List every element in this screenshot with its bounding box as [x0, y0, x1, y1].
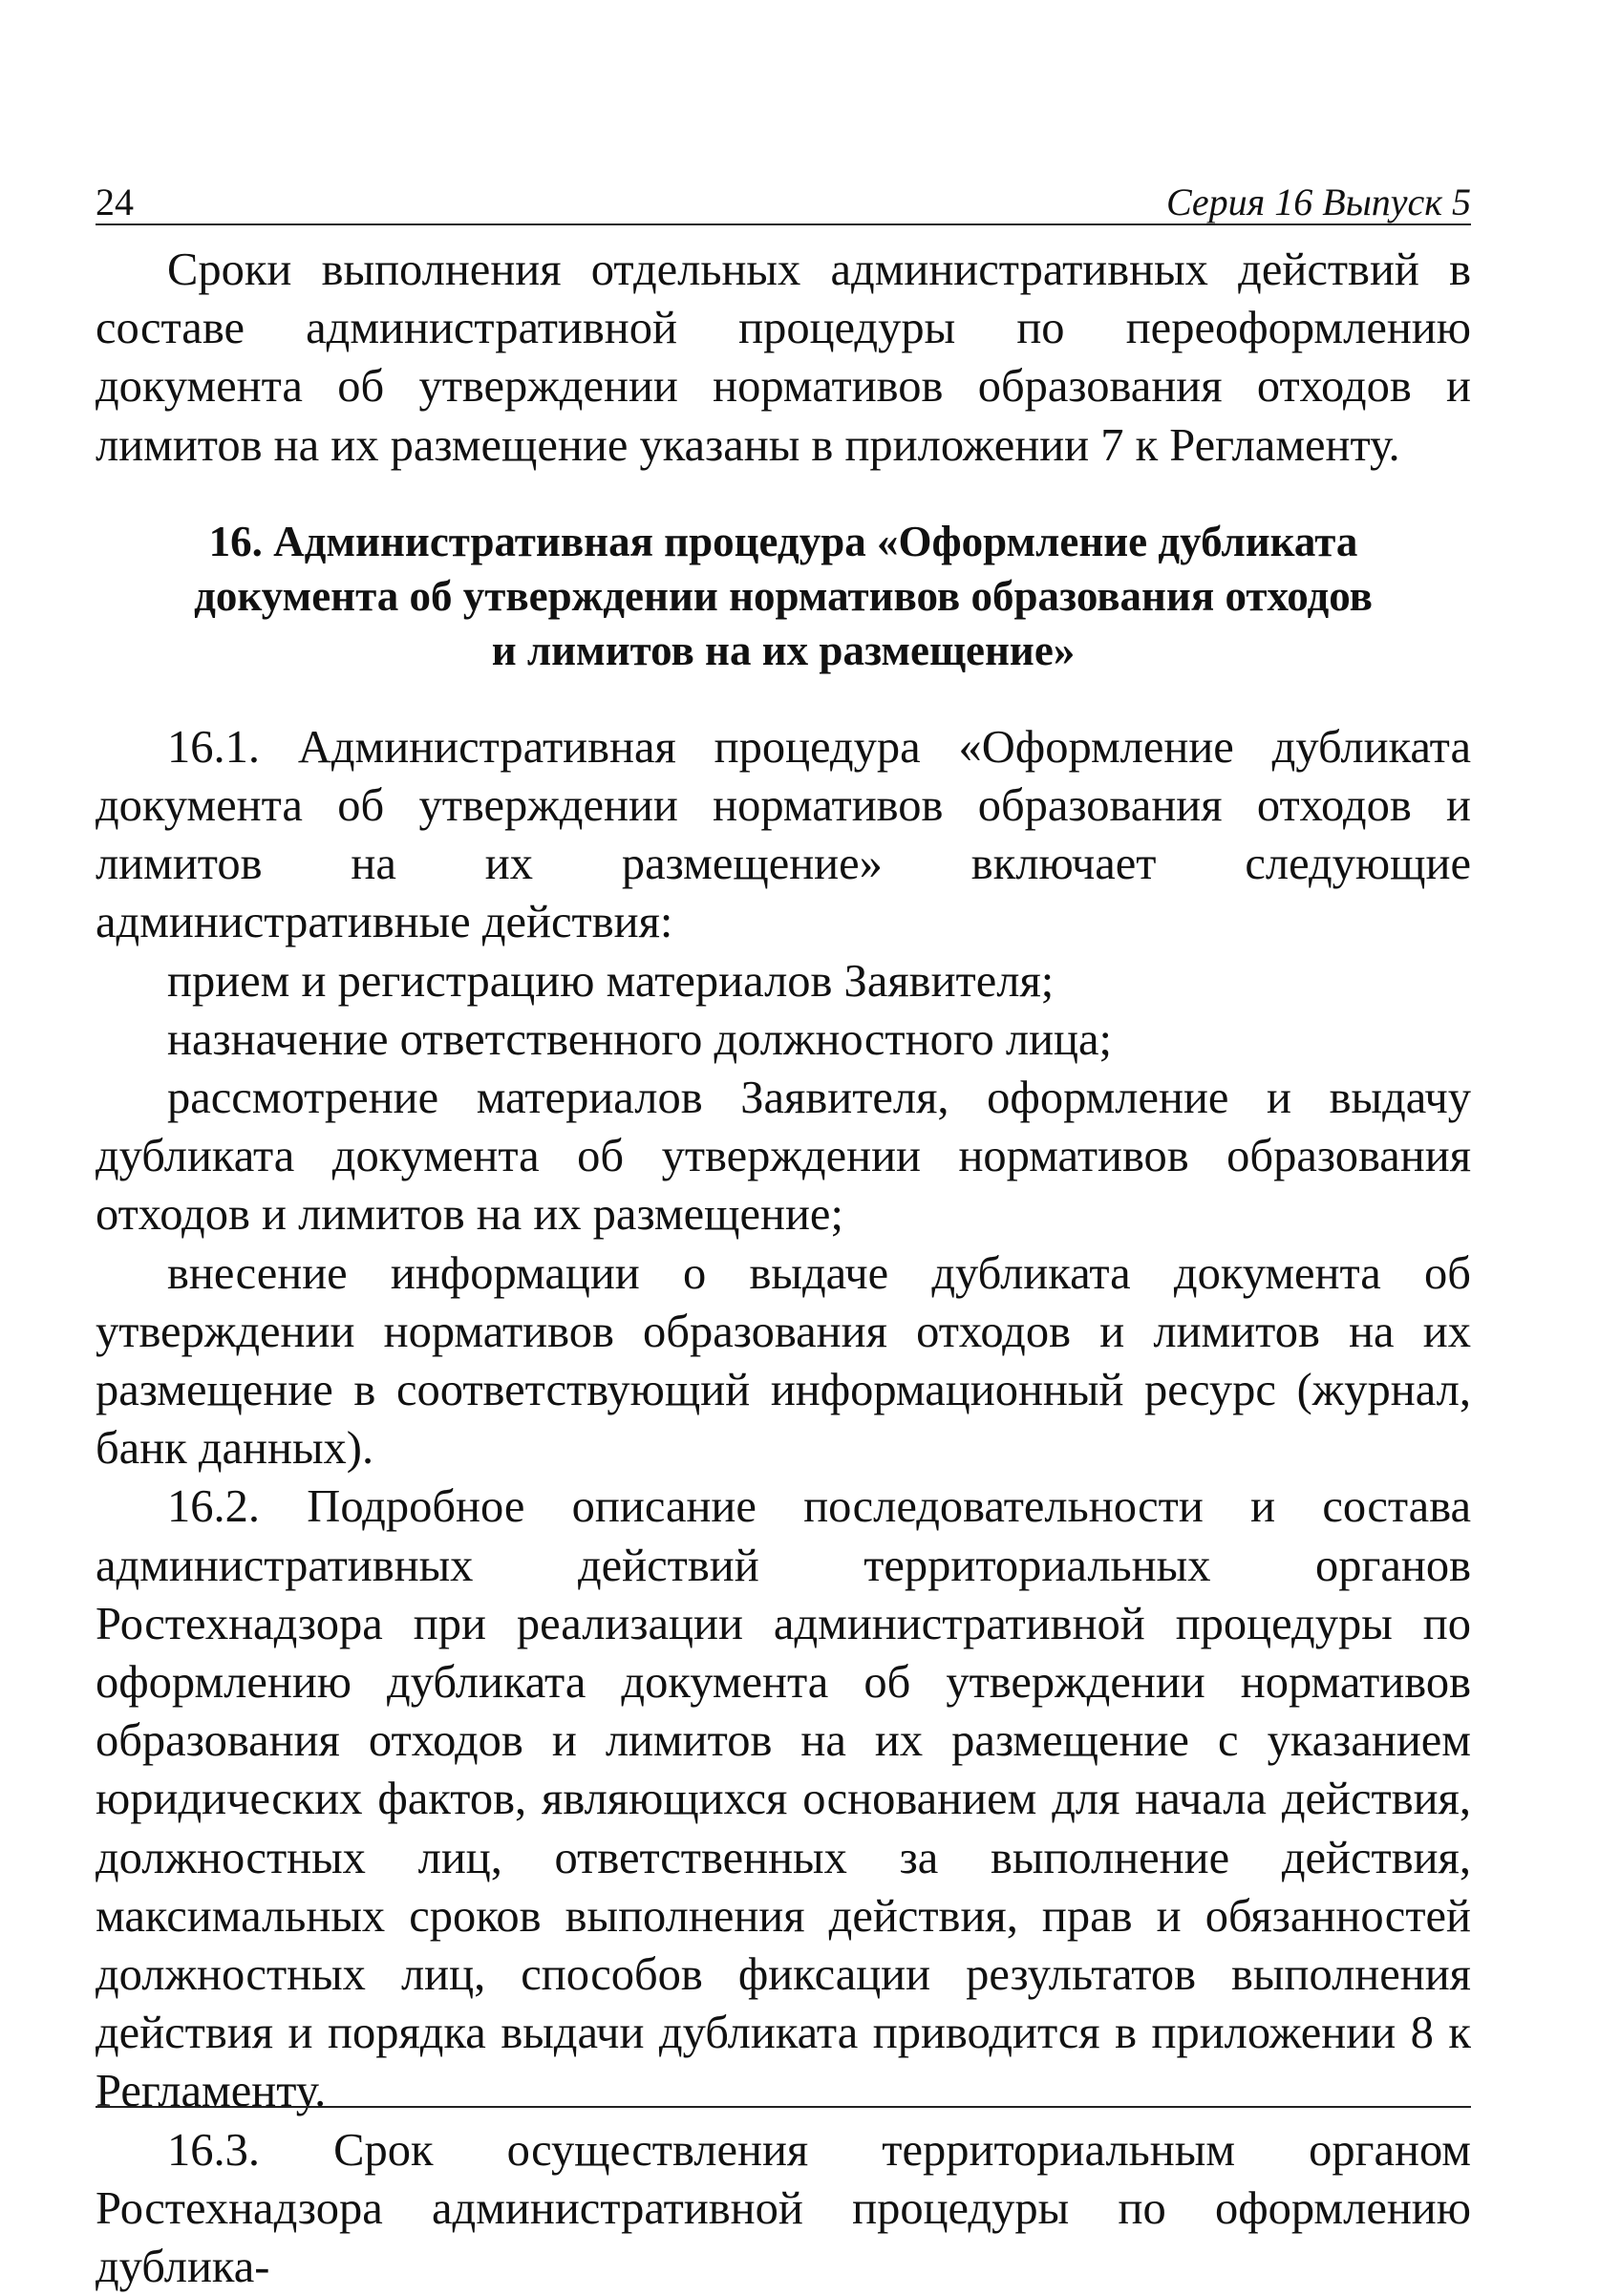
section-body [96, 718, 1471, 2296]
paragraph: Сроки выполнения отдельных административных действий в составе административной процедуры по переоформлению документа об утверждении нормативов образования отходов и лимитов на их размещение указаны в приложении 7 к Регламенту. [96, 244, 1471, 471]
section-heading-line: и лимитов на их размещение» [491, 626, 1076, 674]
paragraph-16-1: 16.1. Административная процедура «Оформление дубликата документа об утверждении нормативов образования отходов и лимитов на их размещение» включает следующие административные действия: [96, 721, 1471, 948]
page-header [96, 180, 1471, 225]
list-item: внесение информации о выдаче дубликата документа об утверждении нормативов образования отходов и лимитов на их размещение в соответствующий информационный ресурс (журнал, банк данных). [96, 1247, 1471, 1475]
list-item: прием и регистрацию материалов Заявителя; [167, 955, 1055, 1007]
page-number: 24 [96, 181, 134, 223]
list-item: рассмотрение материалов Заявителя, оформление и выдачу дубликата документа об утверждении нормативов образования отходов и лимитов на их размещение; [96, 1073, 1471, 1241]
list-item: назначение ответственного должностного лица; [167, 1013, 1112, 1065]
running-title: Серия 16 Выпуск 5 [1165, 181, 1471, 223]
section-heading [96, 515, 1471, 678]
paragraph-16-3: 16.3. Срок осуществления территориальным органом Ростехнадзора административной процедуры по оформлению дублика- [96, 2124, 1471, 2293]
section-heading-line: 16. Административная процедура «Оформление дубликата [208, 517, 1358, 565]
footer-rule [96, 2106, 1471, 2108]
section-heading-line: документа об утверждении нормативов образования отходов [194, 571, 1373, 620]
intro-text [96, 241, 1471, 475]
document-page [96, 180, 1471, 2296]
paragraph-16-2: 16.2. Подробное описание последовательности и состава административных действий территориальных органов Ростехнадзора при реализации административной процедуры по оформлению дубликата документа об утверждении нормативов образования отходов и лимитов на их размещение с указанием юридических фактов, являющихся основанием для начала действия, должностных лиц, ответственных за выполнение действия, максимальных сроков выполнения действия, прав и обязанностей должностных лиц, способов фиксации результатов выполнения действия и порядка выдачи дубликата приводится в приложении 8 к Регламенту. [96, 1481, 1471, 2117]
